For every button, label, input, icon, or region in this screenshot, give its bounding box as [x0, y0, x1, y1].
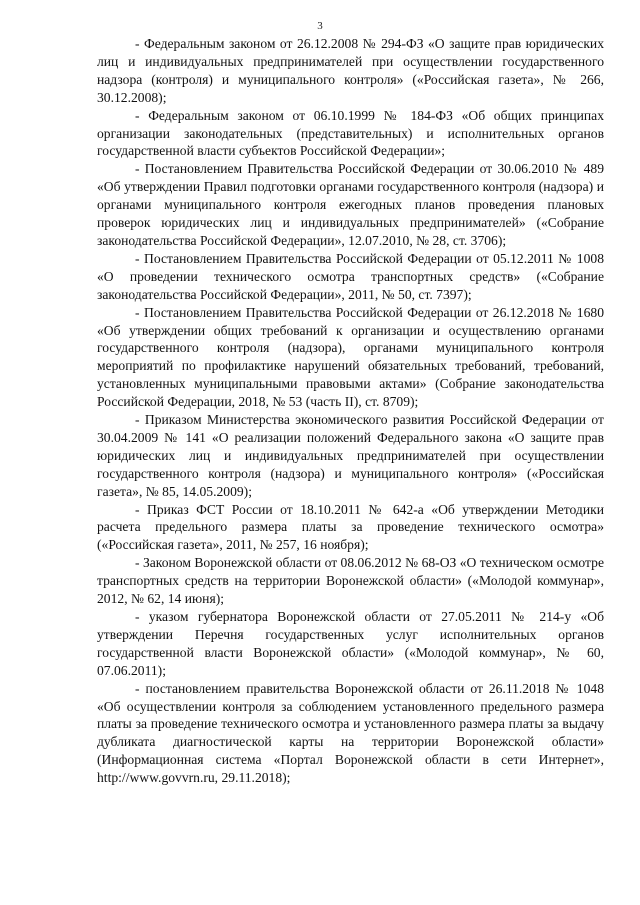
list-item: - постановлением правительства Воронежской области от 26.11.2018 № 1048 «Об осуществлении контроля за соблюдением установленного предельного размера платы за проведение технического осмотра и установленного размера платы за выдачу дубликата диагностической карты на территории Воронежской области» (Информационная система «Портал Воронежской области в сети Интернет», http://www.govvrn.ru, 29.11.2018); — [97, 680, 604, 786]
list-item: - Приказом Министерства экономического развития Российской Федерации от 30.04.2009 № 141 «О реализации положений Федерального закона «О защите прав юридических лиц и индивидуальных предпринимателей при осуществлении государственного контроля (надзора) и муниципального контроля» («Российская газета», № 85, 14.05.2009); — [97, 412, 604, 499]
list-item: - Законом Воронежской области от 08.06.2012 № 68-ОЗ «О техническом осмотре транспортных средств на территории Воронежской области» («Молодой коммунар», 2012, № 62, 14 июня); — [97, 555, 604, 607]
list-item: - Федеральным законом от 06.10.1999 № 184-ФЗ «Об общих принципах организации законодательных (представительных) и исполнительных органов государственной власти субъектов Российской Федерации»; — [97, 107, 604, 159]
list-item: - Постановлением Правительства Российской Федерации от 30.06.2010 № 489 «Об утверждении Правил подготовки органами государственного контроля (надзора) и органами муниципального контроля ежегодных планов проведения плановых проверок юридических лиц и индивидуальных предпринимателей» («Собрание законодательства Российской Федерации», 12.07.2010, № 28, ст. 3706); — [97, 161, 604, 248]
page-number: 3 — [317, 20, 323, 32]
document-body — [97, 35, 604, 787]
list-item: - Постановлением Правительства Российской Федерации от 05.12.2011 № 1008 «О проведении технического осмотра транспортных средств» («Собрание законодательства Российской Федерации», 2011, № 50, ст. 7397); — [97, 250, 604, 302]
list-item: - Постановлением Правительства Российской Федерации от 26.12.2018 № 1680 «Об утверждении общих требований к организации и осуществлению органами государственного контроля (надзора), органами муниципального контроля мероприятий по профилактике нарушений обязательных требований, требований, установленных муниципальными правовыми актами» (Собрание законодательства Российской Федерации, 2018, № 53 (часть II), ст. 8709); — [97, 304, 604, 410]
list-item: - Приказ ФСТ России от 18.10.2011 № 642-а «Об утверждении Методики расчета предельного размера платы за проведение технического осмотра» («Российская газета», 2011, № 257, 16 ноября); — [97, 501, 604, 553]
list-item: - Федеральным законом от 26.12.2008 № 294-ФЗ «О защите прав юридических лиц и индивидуальных предпринимателей при осуществлении государственного надзора (контроля) и муниципального контроля» («Российская газета», № 266, 30.12.2008); — [97, 36, 604, 105]
list-item: - указом губернатора Воронежской области от 27.05.2011 № 214-у «Об утверждении Перечня государственных услуг исполнительных органов государственной власти Воронежской области» («Молодой коммунар», № 60, 07.06.2011); — [97, 609, 604, 678]
